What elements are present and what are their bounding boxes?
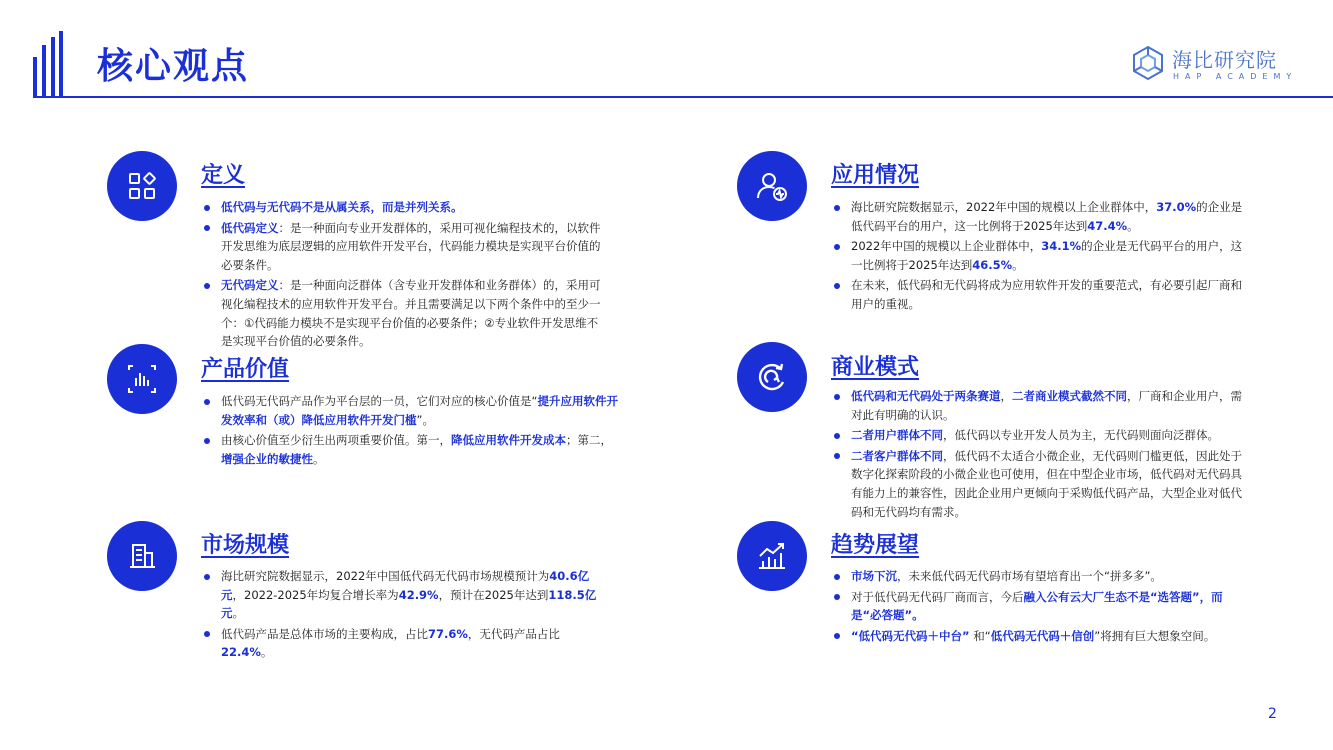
bullet-item — [201, 625, 609, 662]
body-text: 的企业是低代码平台的用户，这一比例将于2025年达到 — [851, 200, 1243, 233]
highlight-text: 37.0% — [1156, 200, 1197, 214]
body-text: ”将拥有巨大想象空间。 — [1094, 628, 1216, 643]
company-logo — [1132, 44, 1298, 84]
bullet-list — [831, 387, 1247, 523]
highlight-text: 融入公有云大厂生态不是“选答题”，而是“必答题”。 — [851, 589, 1223, 623]
highlight-text: 46.5% — [972, 257, 1013, 272]
highlight-text: 低代码无代码＋信创 — [990, 628, 1095, 643]
business-model-icon-circle — [737, 342, 807, 412]
highlight-text: 40.6亿元 — [221, 569, 590, 602]
application-icon-circle — [737, 151, 807, 221]
bullet-list — [201, 392, 619, 470]
body-text: ：是一种面向泛群体（含专业开发群体和业务群体）的，采用可视化编程技术的应用软件开发平台。并且需要满足以下两个条件中的至少一个：①代码能力模块不是实现平台价值的必要条件；②专业软件开发思维不是实现平台价值的必要条件。 — [221, 278, 601, 349]
body-text: ，预计在2025年达到 — [438, 587, 549, 602]
trend-chart-icon — [755, 539, 789, 573]
highlight-text: 低代码和无代码处于两条赛道 — [851, 389, 1001, 403]
bullet-item — [201, 431, 619, 468]
body-text: ，未来低代码无代码市场有望培育出一个“拼多多”。 — [897, 569, 1162, 583]
body-text: 和“ — [969, 628, 991, 643]
body-text: 2022年中国的规模以上企业群体中， — [851, 239, 1042, 254]
bullet-list — [201, 198, 609, 353]
section-title: 市场规模 — [201, 533, 290, 558]
bullet-item — [831, 627, 1251, 646]
bullet-item — [831, 567, 1251, 586]
body-text: 在未来，低代码和无代码将成为应用软件开发的重要范式，有必要引起厂商和用户的重视。 — [851, 278, 1242, 311]
trend-icon-circle — [737, 521, 807, 591]
highlight-text: 市场下沉 — [851, 569, 897, 583]
user-activity-icon — [755, 169, 789, 203]
body-text: 对于低代码无代码厂商而言，今后 — [851, 589, 1024, 604]
bullet-item — [831, 237, 1247, 274]
bullet-list — [201, 567, 609, 664]
highlight-text: 77.6% — [428, 626, 468, 641]
bar-chart-frame-icon — [125, 362, 159, 396]
page-number: 2 — [1268, 706, 1277, 722]
bullet-list — [831, 198, 1247, 316]
body-text: 由核心价值至少衍生出两项重要价值。第一， — [221, 433, 451, 448]
bullet-item — [831, 387, 1247, 424]
market-size-icon-circle — [107, 521, 177, 591]
definition-icon-circle — [107, 151, 177, 221]
highlight-text: 二者用户群体不同 — [851, 428, 943, 443]
body-text: 。 — [313, 451, 325, 466]
body-text: ”。 — [416, 412, 434, 427]
page-title: 核心观点 — [97, 46, 250, 87]
highlight-text: 二者商业模式截然不同 — [1012, 389, 1127, 403]
highlight-text: 增强企业的敏捷性 — [221, 451, 313, 466]
bullet-item — [831, 198, 1247, 235]
highlight-text: 二者客户群体不同 — [851, 448, 943, 463]
body-text: ， — [1000, 389, 1012, 403]
circular-arrows-icon — [755, 360, 789, 394]
highlight-text: “低代码无代码＋中台” — [851, 628, 970, 643]
highlight-text: 47.4% — [1087, 218, 1128, 233]
highlight-text: 降低应用软件开发成本 — [451, 433, 566, 448]
highlight-text: 118.5亿元 — [221, 587, 597, 621]
body-text: ：是一种面向专业开发群体的，采用可视化编程技术的，以软件开发思维为底层逻辑的应用软件开发平台，代码能力模块是实现平台价值的必要条件。 — [221, 220, 601, 272]
body-text: ；第二， — [566, 433, 612, 448]
highlight-text: 提升应用软件开发效率和（或）降低应用软件开发门槛 — [221, 394, 618, 427]
section-title: 产品价值 — [201, 357, 290, 382]
body-text: 海比研究院数据显示，2022年中国的规模以上企业群体中， — [851, 200, 1157, 214]
body-text: ，无代码产品占比 — [467, 626, 560, 641]
highlight-text: 34.1% — [1041, 239, 1082, 254]
highlight-text: 无代码定义 — [221, 278, 279, 293]
brand-bars-decoration — [33, 31, 63, 97]
bullet-item — [831, 447, 1247, 521]
highlight-text: 低代码定义 — [221, 220, 279, 235]
bullet-item — [201, 276, 609, 350]
title-divider — [33, 96, 1333, 98]
body-text: 低代码无代码产品作为平台层的一员，它们对应的核心价值是“ — [221, 394, 538, 408]
highlight-text: 42.9% — [398, 587, 439, 602]
logo-cube-icon — [1132, 46, 1164, 80]
section-title: 趋势展望 — [831, 533, 920, 558]
body-text: ，厂商和企业用户，需对此有明确的认识。 — [851, 389, 1242, 422]
section-title: 定义 — [201, 163, 246, 188]
body-text: 的企业是无代码平台的用户，这一比例将于2025年达到 — [851, 239, 1243, 272]
body-text: 。 — [1012, 257, 1024, 272]
section-title: 应用情况 — [831, 163, 920, 188]
product-value-icon-circle — [107, 344, 177, 414]
body-text: ，低代码以专业开发人员为主，无代码则面向泛群体。 — [943, 428, 1219, 443]
bullet-list — [831, 567, 1251, 647]
grid-shapes-icon — [125, 169, 159, 203]
highlight-text: 低代码与无代码不是从属关系，而是并列关系。 — [221, 200, 463, 214]
section-title: 商业模式 — [831, 355, 920, 380]
highlight-text: 22.4% — [221, 645, 261, 660]
body-text: 海比研究院数据显示，2022年中国低代码无代码市场规模预计为 — [221, 569, 550, 583]
body-text: ，2022-2025年均复合增长率为 — [232, 587, 399, 602]
body-text: ，低代码不太适合小微企业，无代码则门槛更低，因此处于数字化探索阶段的小微企业也可使用，但在中型企业市场，低代码对无代码具有能力上的兼容性，因此企业用户更倾向于采购低代码产品，大型企业对低代码和无代码均有需求。 — [851, 448, 1242, 519]
body-text: 。 — [1127, 218, 1139, 233]
buildings-icon — [125, 539, 159, 573]
logo-name: 海比研究院 — [1172, 48, 1277, 72]
bullet-item — [831, 588, 1251, 625]
bullet-item — [831, 276, 1247, 313]
logo-subtitle: HAP ACADEMY — [1173, 72, 1298, 81]
body-text: 。 — [260, 645, 273, 660]
body-text: 。 — [232, 606, 244, 621]
bullet-item — [831, 426, 1247, 445]
bullet-item — [201, 392, 619, 429]
body-text: 低代码产品是总体市场的主要构成，占比 — [221, 626, 428, 641]
bullet-item — [201, 219, 609, 275]
bullet-item — [201, 567, 609, 623]
bullet-item — [201, 198, 609, 217]
